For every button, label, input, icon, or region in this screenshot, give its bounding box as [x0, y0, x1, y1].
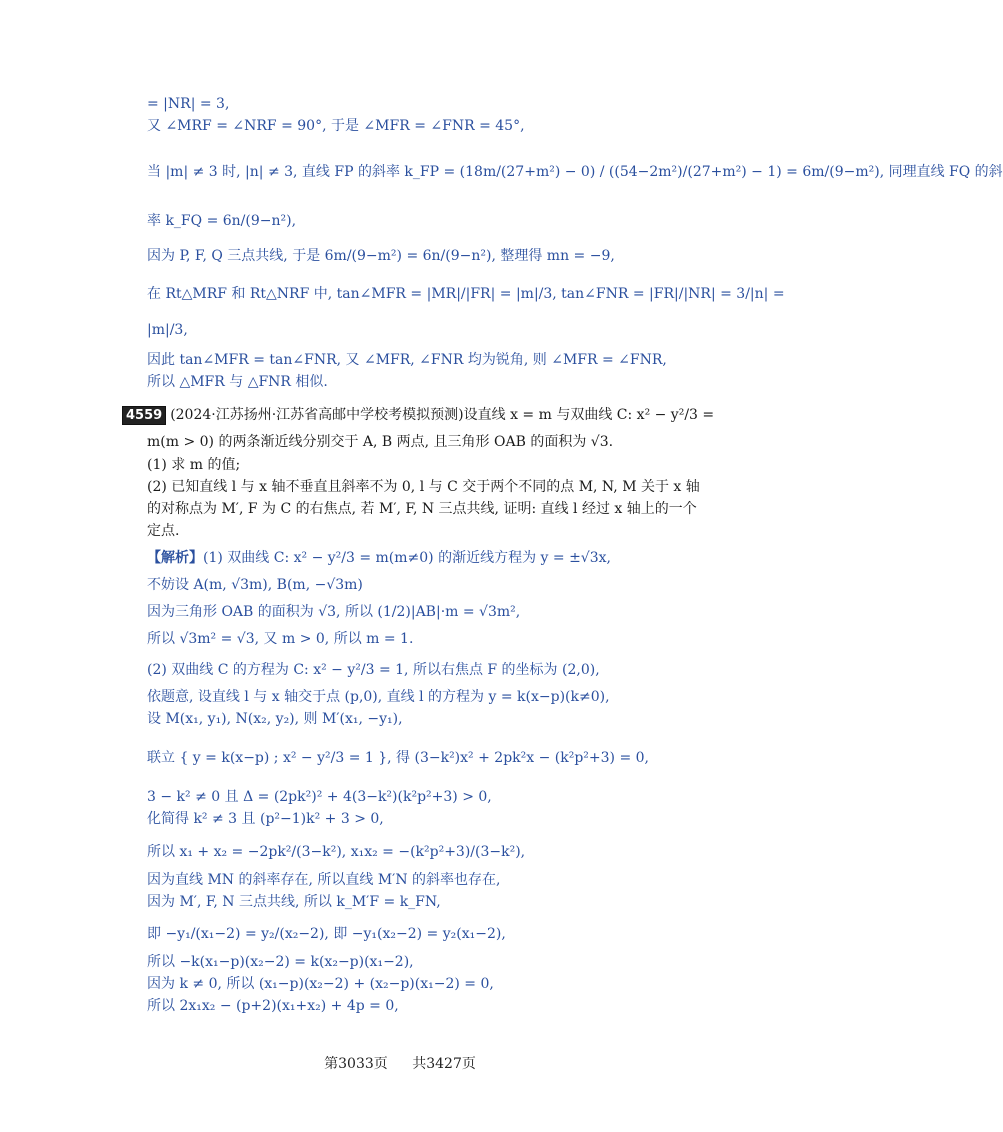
text-line [147, 94, 690, 114]
text-line-content: (1) 双曲线 C: x² − y²/3 = m(m≠0) 的渐近线方程为 y = ±√3x, [203, 550, 611, 566]
text-line [147, 787, 690, 807]
text-line [147, 809, 690, 829]
text-line-content: 因为 P, F, Q 三点共线, 于是 6m/(9−m²) = 6n/(9−n²), 整理得 mn = −9, [147, 248, 615, 264]
text-line [147, 246, 690, 266]
text-line [147, 477, 700, 497]
text-line-content: 化简得 k² ≠ 3 且 (p²−1)k² + 3 > 0, [147, 811, 384, 827]
page-number: 第3033页 [324, 1056, 388, 1072]
text-line-content: (2) 双曲线 C 的方程为 C: x² − y²/3 = 1, 所以右焦点 F 的坐标为 (2,0), [147, 662, 600, 678]
text-line [147, 660, 690, 680]
text-line-content: 所以 △MFR 与 △FNR 相似. [147, 374, 328, 390]
text-line-content: 依题意, 设直线 l 与 x 轴交于点 (p,0), 直线 l 的方程为 y = k(x−p)(k≠0), [147, 689, 610, 705]
text-line [147, 575, 690, 595]
text-line-content: 的对称点为 M′, F 为 C 的右焦点, 若 M′, F, N 三点共线, 证明: 直线 l 经过 x 轴上的一个 [147, 501, 697, 517]
text-line-content: 设 M(x₁, y₁), N(x₂, y₂), 则 M′(x₁, −y₁), [147, 711, 403, 727]
text-line-content: 不妨设 A(m, √3m), B(m, −√3m) [147, 577, 363, 593]
text-line [147, 892, 690, 912]
text-line-content: 所以 √3m² = √3, 又 m > 0, 所以 m = 1. [147, 631, 414, 647]
text-line [147, 842, 690, 862]
text-line-content: (2) 已知直线 l 与 x 轴不垂直且斜率不为 0, l 与 C 交于两个不同的点 M, N, M 关于 x 轴 [147, 479, 700, 495]
text-line [147, 350, 690, 370]
text-line-content: = |NR| = 3, [147, 96, 230, 112]
text-line-content: m(m > 0) 的两条渐近线分别交于 A, B 两点, 且三角形 OAB 的面积为 √3. [147, 434, 614, 450]
text-line [147, 455, 690, 475]
text-line [147, 629, 690, 649]
text-line [147, 432, 690, 452]
analysis-label: 【解析】 [147, 550, 203, 566]
text-line-content: (1) 求 m 的值; [147, 457, 241, 473]
text-line-content: 因为三角形 OAB 的面积为 √3, 所以 (1/2)|AB|·m = √3m², [147, 604, 521, 620]
text-line-content: 即 −y₁/(x₁−2) = y₂/(x₂−2), 即 −y₁(x₂−2) = y₂(x₁−2), [147, 926, 506, 942]
text-line [147, 162, 1003, 182]
text-line-content: 因为 M′, F, N 三点共线, 所以 k_M′F = k_FN, [147, 894, 441, 910]
text-line-content: 率 k_FQ = 6n/(9−n²), [147, 213, 297, 229]
text-line-content: 所以 x₁ + x₂ = −2pk²/(3−k²), x₁x₂ = −(k²p²+3)/(3−k²), [147, 844, 526, 860]
text-line [147, 996, 690, 1016]
text-line-content: 所以 2x₁x₂ − (p+2)(x₁+x₂) + 4p = 0, [147, 998, 399, 1014]
text-line-content: 因此 tan∠MFR = tan∠FNR, 又 ∠MFR, ∠FNR 均为锐角, 则 ∠MFR = ∠FNR, [147, 352, 667, 368]
text-line-content: 当 |m| ≠ 3 时, |n| ≠ 3, 直线 FP 的斜率 k_FP = (18m/(27+m²) − 0) / ((54−2m²)/(27+m²) − 1) = 6m/(9−m²), 同理直线 FQ 的斜 [147, 164, 1003, 180]
text-line-content: (2024·江苏扬州·江苏省高邮中学校考模拟预测)设直线 x = m 与双曲线 C: x² − y²/3 = [170, 407, 715, 423]
text-line [147, 924, 690, 944]
question-number-badge: 4559 [122, 406, 166, 425]
text-line [147, 548, 690, 568]
text-line [147, 320, 690, 340]
text-line [147, 870, 690, 890]
text-line-content: 因为 k ≠ 0, 所以 (x₁−p)(x₂−2) + (x₂−p)(x₁−2) = 0, [147, 976, 494, 992]
page-total: 共3427页 [412, 1056, 476, 1072]
text-line [122, 405, 715, 425]
text-line-content: 在 Rt△MRF 和 Rt△NRF 中, tan∠MFR = |MR|/|FR| = |m|/3, tan∠FNR = |FR|/|NR| = 3/|n| = [147, 286, 785, 302]
page-footer [0, 1053, 800, 1073]
text-line [147, 602, 690, 622]
text-line-content: 3 − k² ≠ 0 且 Δ = (2pk²)² + 4(3−k²)(k²p²+3) > 0, [147, 789, 492, 805]
text-line [147, 284, 785, 304]
text-line [147, 521, 690, 541]
text-line-content: 因为直线 MN 的斜率存在, 所以直线 M′N 的斜率也存在, [147, 872, 501, 888]
text-line [147, 116, 690, 136]
text-line-content: 定点. [147, 523, 180, 539]
text-line [147, 748, 690, 768]
text-line [147, 709, 690, 729]
text-line-content: 联立 { y = k(x−p) ; x² − y²/3 = 1 }, 得 (3−k²)x² + 2pk²x − (k²p²+3) = 0, [147, 750, 649, 766]
text-line [147, 952, 690, 972]
text-line-content: 所以 −k(x₁−p)(x₂−2) = k(x₂−p)(x₁−2), [147, 954, 414, 970]
text-line-content: |m|/3, [147, 322, 188, 338]
text-line [147, 687, 690, 707]
text-line [147, 211, 690, 231]
text-line [147, 499, 697, 519]
text-line [147, 372, 690, 392]
text-line-content: 又 ∠MRF = ∠NRF = 90°, 于是 ∠MFR = ∠FNR = 45°, [147, 118, 525, 134]
text-line [147, 974, 690, 994]
